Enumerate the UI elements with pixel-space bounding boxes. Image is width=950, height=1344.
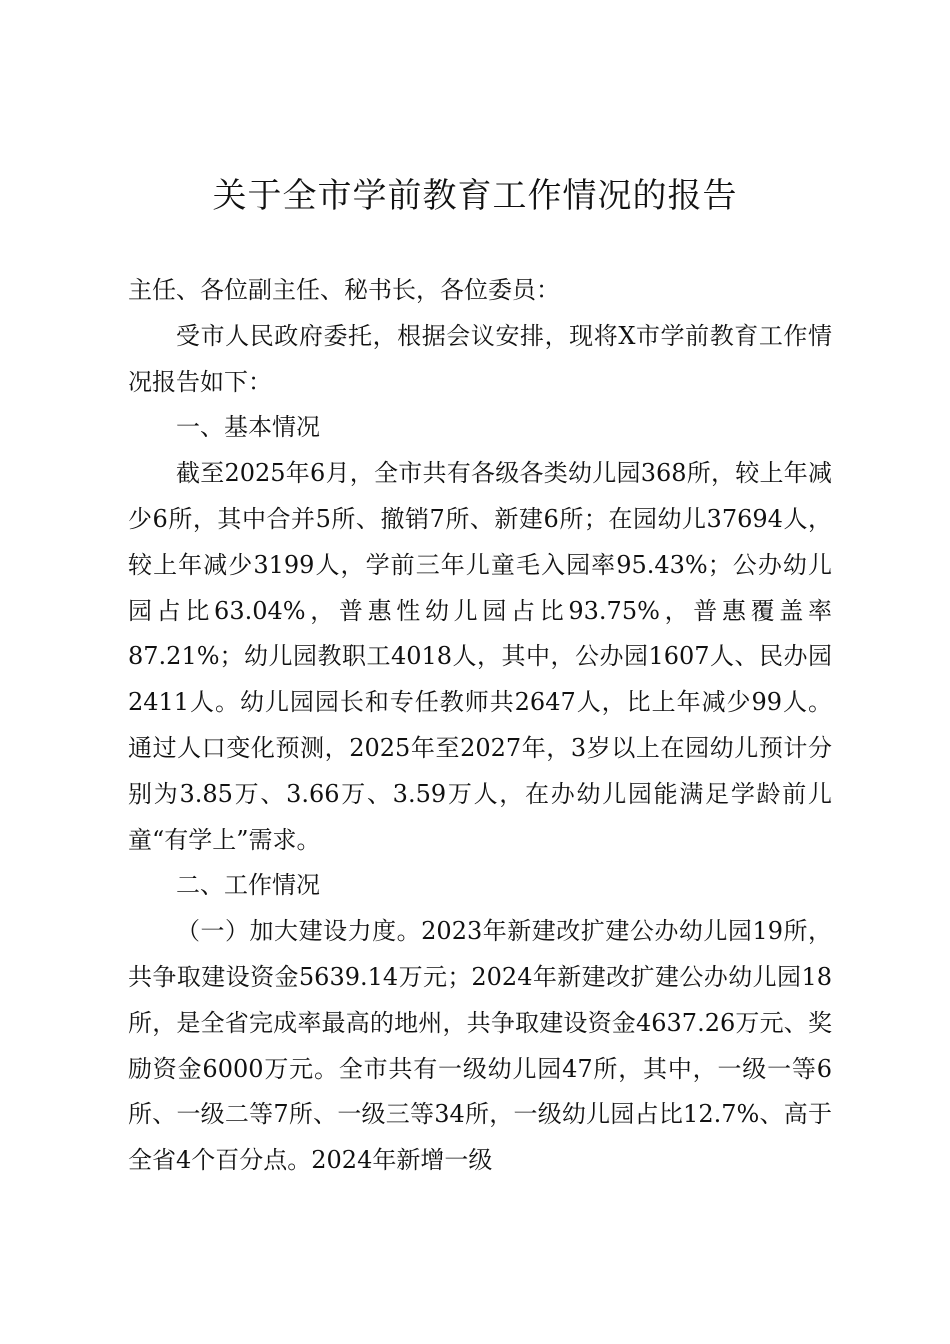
document-title: 关于全市学前教育工作情况的报告 (212, 176, 738, 216)
document-body (128, 268, 832, 1184)
salutation: 主任、各位副主任、秘书长，各位委员： (128, 276, 560, 304)
section-1-heading: 一、基本情况 (176, 413, 320, 442)
section-2-heading: 二、工作情况 (176, 871, 320, 900)
section-1-paragraph: 截至2025年6月，全市共有各级各类幼儿园368所，较上年减少6所，其中合并5所、撤销7所、新建6所；在园幼儿37694人，较上年减少3199人，学前三年儿童毛入园率95.43%；公办幼儿园占比63.04%，普惠性幼儿园占比93.75%，普惠覆盖率87.21%；幼儿园教职工4018人，其中，公办园1607人、民办园2411人。幼儿园园长和专任教师共2647人，比上年减少99人。通过人口变化预测，2025年至2027年，3岁以上在园幼儿预计分别为3.85万、3.66万、3.59万人，在办幼儿园能满足学龄前儿童“有学上”需求。 (128, 459, 832, 854)
intro-paragraph: 受市人民政府委托，根据会议安排，现将X市学前教育工作情况报告如下： (128, 321, 832, 396)
section-2-item-1-paragraph: （一）加大建设力度。2023年新建改扩建公办幼儿园19所，共争取建设资金5639.14万元；2024年新建改扩建公办幼儿园18所，是全省完成率最高的地州，共争取建设资金4637.26万元、奖励资金6000万元。全市共有一级幼儿园47所，其中，一级一等6所、一级二等7所、一级三等34所，一级幼儿园占比12.7%、高于全省4个百分点。2024年新增一级 (128, 917, 832, 1175)
